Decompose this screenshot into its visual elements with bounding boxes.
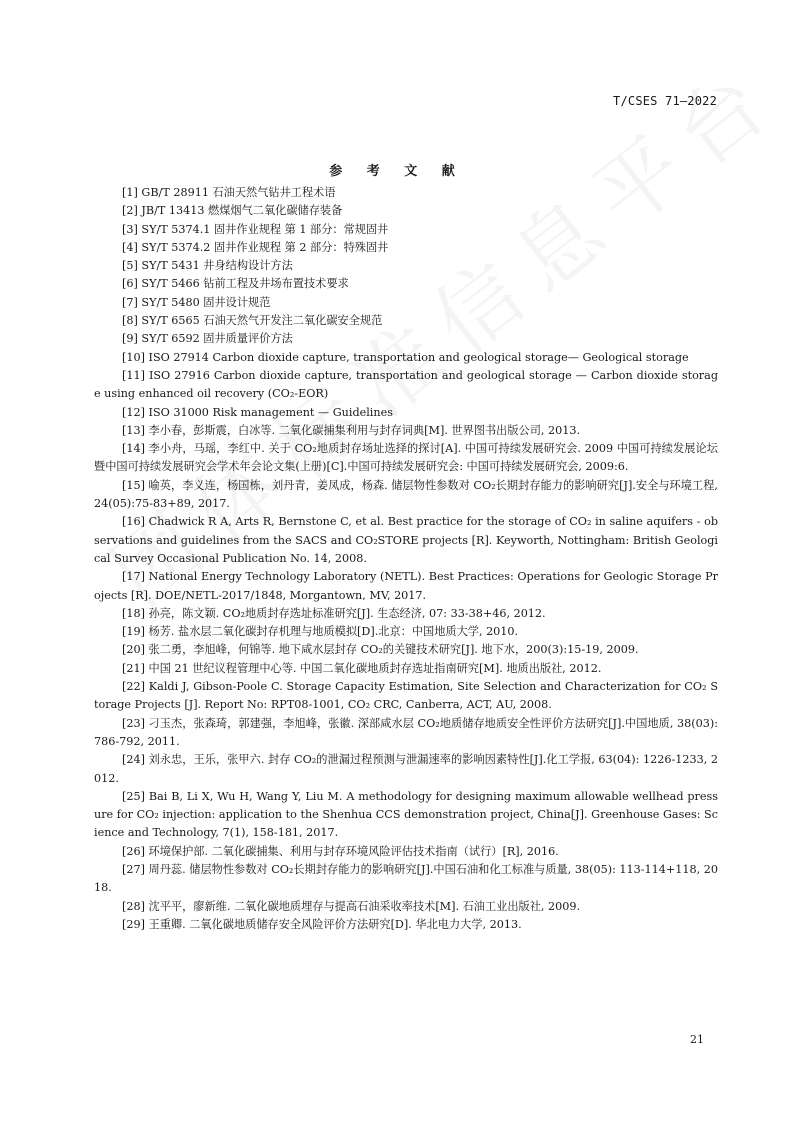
reference-item: [9] SY/T 6592 固井质量评价方法 (122, 332, 293, 346)
reference-item: [2] JB/T 13413 燃煤烟气二氧化碳储存装备 (122, 204, 343, 218)
reference-item: [26] 环境保护部. 二氧化碳捕集、利用与封存环境风险评估技术指南（试行）[R], 2016. (122, 844, 559, 858)
reference-item: [22] Kaldi J, Gibson-Poole C. Storage Capacity Estimation, Site Selection and Characterization for CO₂ Storage Projects [J]. Report No: RPT08-1001, CO₂ CRC, Canberra, ACT, AU, 2008. (94, 680, 718, 712)
reference-item: [3] SY/T 5374.1 固井作业规程 第 1 部分：常规固井 (122, 222, 389, 236)
reference-item: [10] ISO 27914 Carbon dioxide capture, transportation and geological storage— Geological storage (122, 350, 689, 364)
reference-item: [13] 李小春，彭斯震，白冰等. 二氧化碳捕集利用与封存词典[M]. 世界图书出版公司, 2013. (122, 423, 581, 437)
reference-item: [1] GB/T 28911 石油天然气钻井工程术语 (122, 186, 336, 199)
reference-item: [8] SY/T 6565 石油天然气开发注二氧化碳安全规范 (122, 314, 383, 328)
reference-item: [23] 刁玉杰，张森琦，郭建强，李旭峰，张徽. 深部咸水层 CO₂地质储存地质安全性评价方法研究[J].中国地质, 38(03):786-792, 2011. (94, 716, 718, 748)
reference-item: [4] SY/T 5374.2 固井作业规程 第 2 部分：特殊固井 (122, 240, 389, 254)
reference-item: [14] 李小舟，马瑶，李红中. 关于 CO₂地质封存场址选择的探讨[A]. 中国可持续发展研究会. 2009 中国可持续发展论坛暨中国可持续发展研究会学术年会论文集(上册)[C].中国可持续发展研究会: 中国可持续发展研究会, 2009:6. (94, 442, 718, 474)
reference-item: [24] 刘永忠，王乐，张甲六. 封存 CO₂的泄漏过程预测与泄漏速率的影响因素特性[J].化工学报, 63(04): 1226-1233, 2012. (94, 753, 718, 785)
reference-item: [25] Bai B, Li X, Wu H, Wang Y, Liu M. A methodology for designing maximum allowable wellhead pressure for CO₂ injection: application to the Shenhua CCS demonstration project, China[J]. Greenhouse Gases: Science and Technology, 7(1), 158-181, 2017. (94, 789, 718, 840)
document-code: T/CSES 71—2022 (613, 94, 717, 108)
reference-item: [11] ISO 27916 Carbon dioxide capture, transportation and geological storage — Carbon dioxide storage using enhanced oil recovery (CO₂-EOR) (94, 368, 718, 401)
reference-item: [12] ISO 31000 Risk management — Guidelines (122, 405, 393, 419)
reference-item: [17] National Energy Technology Laboratory (NETL). Best Practices: Operations for Geologic Storage Projects [R]. DOE/NETL-2017/1848, Morgantown, MV, 2017. (94, 570, 718, 602)
references-title: 参 考 文 献 (329, 164, 465, 179)
reference-item: [29] 王重卿. 二氧化碳地质储存安全风险评价方法研究[D]. 华北电力大学, 2013. (122, 917, 522, 931)
reference-item: [21] 中国 21 世纪议程管理中心等. 中国二氧化碳地质封存选址指南研究[M]. 地质出版社, 2012. (122, 661, 602, 675)
reference-item: [28] 沈平平，廖新维. 二氧化碳地质埋存与提高石油采收率技术[M]. 石油工业出版社, 2009. (122, 899, 581, 913)
reference-item: [5] SY/T 5431 井身结构设计方法 (122, 259, 293, 273)
reference-list (94, 184, 718, 934)
reference-item: [6] SY/T 5466 钻前工程及井场布置技术要求 (122, 277, 349, 291)
reference-item: [20] 张二勇，李旭峰，何锦等. 地下咸水层封存 CO₂的关键技术研究[J]. 地下水，200(3):15-19, 2009. (122, 643, 639, 657)
reference-item: [19] 杨芳. 盐水层二氧化碳封存机理与地质模拟[D].北京：中国地质大学, 2010. (122, 625, 519, 639)
reference-item: [16] Chadwick R A, Arts R, Bernstone C, et al. Best practice for the storage of CO₂ in saline aquifers - observations and guidelines from the SACS and CO₂STORE projects [R]. Keyworth, Nottingham: British Geological Survey Occasional Publication No. 14, 2008. (94, 515, 718, 565)
reference-item: [7] SY/T 5480 固井设计规范 (122, 295, 271, 309)
reference-item: [18] 孙亮，陈文颖. CO₂地质封存选址标准研究[J]. 生态经济, 07: 33-38+46, 2012. (122, 606, 546, 620)
page-number: 21 (690, 1033, 704, 1046)
reference-item: [15] 喻英，李义连，杨国栋，刘丹青，姜凤成，杨森. 储层物性参数对 CO₂长期封存能力的影响研究[J].安全与环境工程, 24(05):75-83+89, 2017. (94, 478, 718, 511)
reference-item: [27] 周丹蕊. 储层物性参数对 CO₂长期封存能力的影响研究[J].中国石油和化工标准与质量, 38(05): 113-114+118, 2018. (94, 862, 718, 895)
